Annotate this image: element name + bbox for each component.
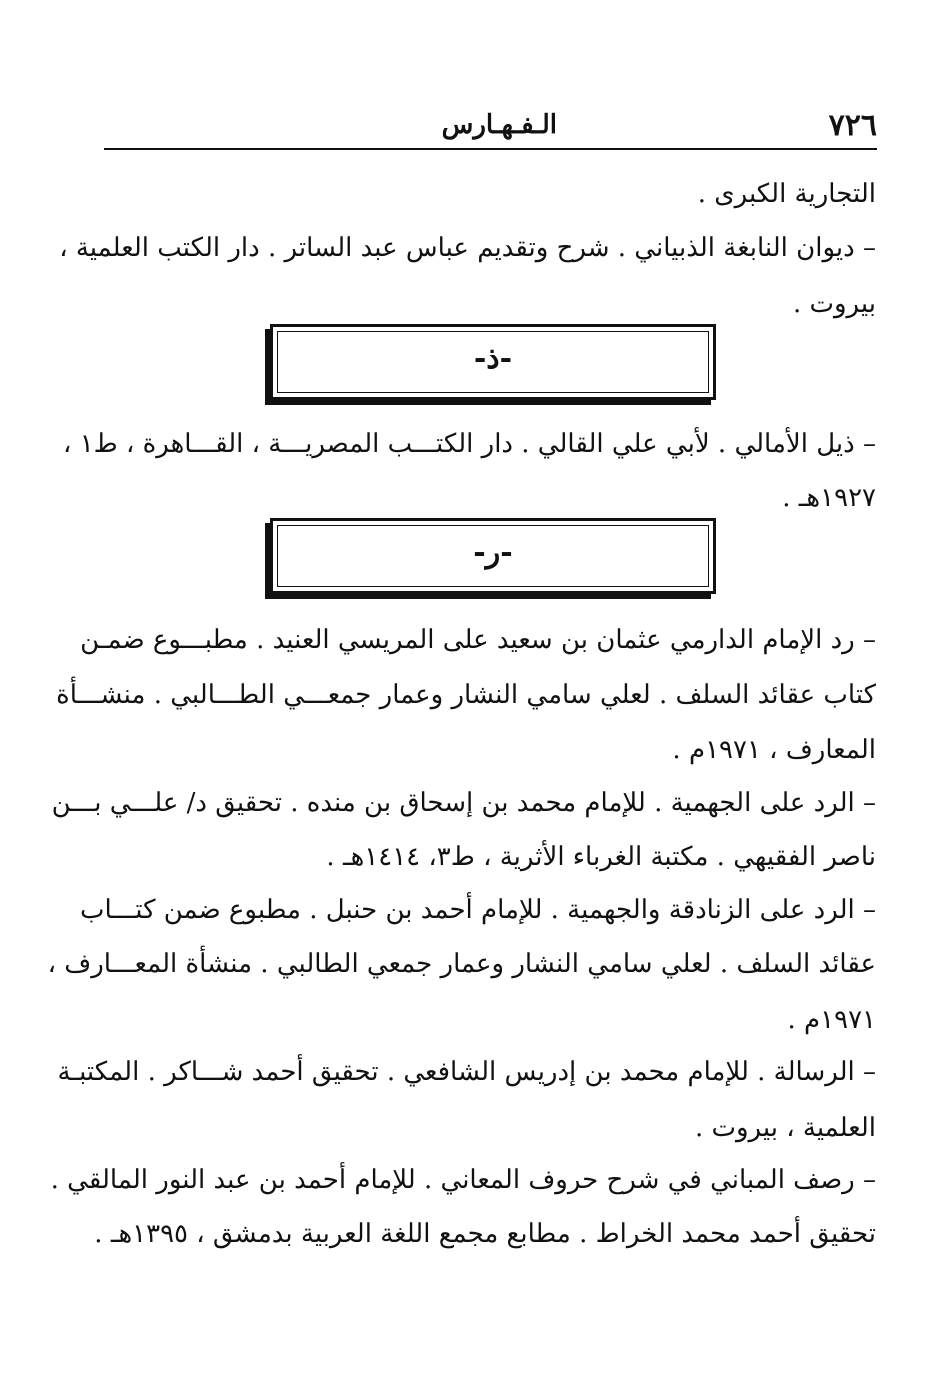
- section-heading-box: [270, 518, 716, 594]
- text-line: التجارية الكبرى .: [697, 179, 876, 209]
- text-line: ١٩٧١م .: [787, 1005, 876, 1035]
- text-line: – الرسالة . للإمام محمد بن إدريس الشافعي . تحقيق أحمد شـــاكر . المكتبـة: [57, 1057, 876, 1087]
- text-line: عقائد السلف . لعلي سامي النشار وعمار جمعي الطالبي . منشأة المعـــارف ،: [47, 949, 876, 979]
- text-line: – ذيل الأمالي . لأبي علي القالي . دار الكتـــب المصريـــة ، القـــاهرة ، ط١ ،: [63, 429, 876, 459]
- text-line: – ديوان النابغة الذبياني . شرح وتقديم عباس عبد الساتر . دار الكتب العلمية ،: [59, 233, 876, 263]
- text-line: – رد الإمام الدارمي عثمان بن سعيد على المريسي العنيد . مطبـــوع ضمـن: [80, 625, 876, 655]
- text-line: – الرد على الزنادقة والجهمية . للإمام أحمد بن حنبل . مطبوع ضمن كتـــاب: [80, 895, 876, 925]
- section-heading-box: [270, 324, 716, 400]
- text-line: العلمية ، بيروت .: [694, 1113, 876, 1143]
- text-line: المعارف ، ١٩٧١م .: [672, 735, 876, 765]
- section-heading: -ذ-: [473, 341, 513, 376]
- text-line: – رصف المباني في شرح حروف المعاني . للإمام أحمد بن عبد النور المالقي .: [50, 1165, 876, 1195]
- running-title: الـفـهـارس: [441, 110, 557, 140]
- text-line: تحقيق أحمد محمد الخراط . مطابع مجمع اللغة العربية بدمشق ، ١٣٩٥هـ .: [94, 1219, 876, 1249]
- text-line: ناصر الفقيهي . مكتبة الغرباء الأثرية ، ط٣، ١٤١٤هـ .: [326, 842, 876, 872]
- page-header: [104, 108, 877, 150]
- text-line: بيروت .: [793, 289, 876, 319]
- text-line: ١٩٢٧هـ .: [782, 483, 876, 513]
- page-number: ٧٢٦: [828, 108, 877, 143]
- text-line: كتاب عقائد السلف . لعلي سامي النشار وعمار جمعـــي الطـــالبي . منشـــأة: [56, 680, 876, 710]
- section-heading: -ر-: [473, 535, 513, 570]
- text-line: – الرد على الجهمية . للإمام محمد بن إسحاق بن منده . تحقيق د/ علـــي بـــن: [51, 788, 876, 818]
